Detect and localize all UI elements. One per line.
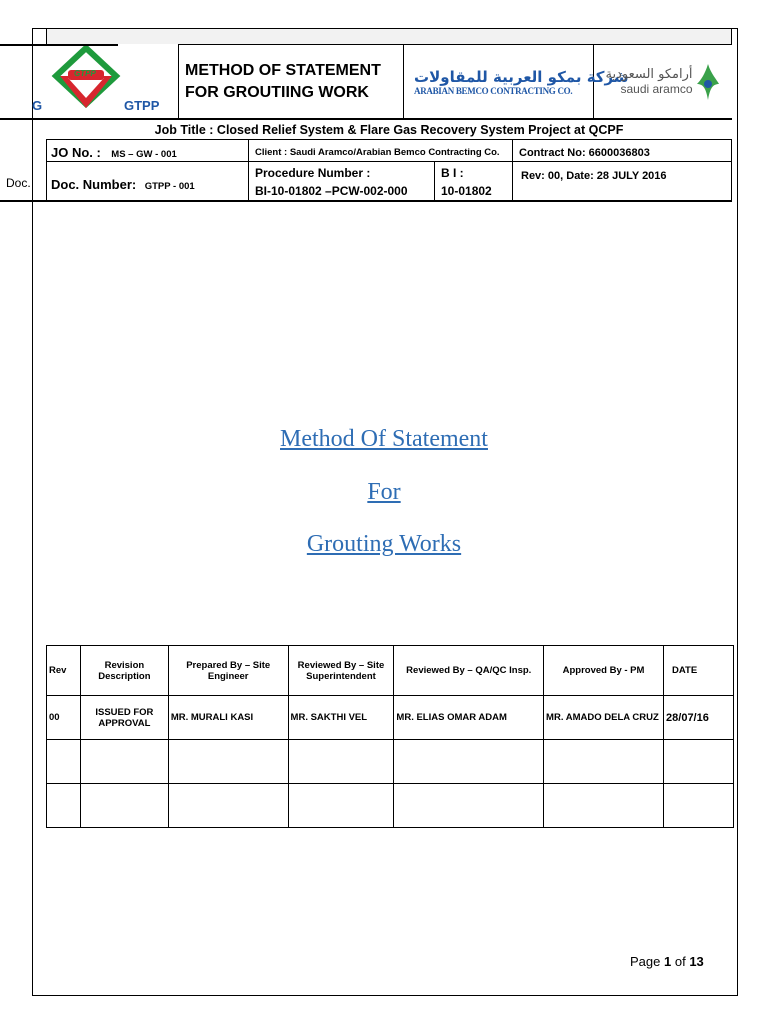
row-1-approved-by: MR. AMADO DELA CRUZ — [544, 696, 664, 740]
job-title-text: Job Title : Closed Relief System & Flare Gas Recovery System Project at QCPF — [46, 118, 732, 140]
title-line-2: FOR GROUTIING WORK — [185, 83, 369, 101]
main-title-line-3: Grouting Works — [306, 531, 462, 557]
jo-cell — [46, 140, 248, 162]
row-1-date: 28/07/16 — [664, 696, 734, 740]
header-top-strip — [46, 28, 732, 44]
revision-table-header-row — [47, 646, 734, 696]
page-number — [630, 954, 704, 969]
row-2-prepared-by — [168, 740, 288, 784]
job-title-left-line — [0, 118, 46, 120]
table-row — [47, 784, 734, 828]
contract-text: Contract No: 6600036803 — [519, 147, 650, 159]
header-reviewed-by-qaqc: Reviewed By – QA/QC Insp. — [394, 646, 544, 696]
client-cell — [248, 140, 512, 162]
aramco-english-name: saudi aramco — [620, 82, 693, 96]
client-text: Client : Saudi Aramco/Arabian Bemco Contracting Co. — [255, 147, 500, 158]
main-title-line-1: Method Of Statement — [280, 426, 488, 452]
header-approved-by: Approved By - PM — [544, 646, 664, 696]
jo-value: MS – GW - 001 — [111, 149, 177, 160]
revision-table — [46, 645, 734, 828]
doc-number-cell — [46, 162, 248, 200]
rev-date-cell — [512, 162, 732, 200]
page-current: 1 — [664, 954, 672, 969]
gtpp-logo-icon — [46, 46, 126, 116]
page-label: Page — [630, 954, 661, 969]
document-title-cell — [178, 44, 404, 118]
row-2-rev — [47, 740, 81, 784]
row-3-prepared-by — [168, 784, 288, 828]
row-1-rev: 00 — [47, 696, 81, 740]
header-reviewed-by-superintendent: Reviewed By – Site Superintendent — [288, 646, 394, 696]
row-1-prepared-by: MR. MURALI KASI — [168, 696, 288, 740]
procedure-value: BI-10-01802 –PCW-002-000 — [255, 184, 408, 198]
jo-label: JO No. : — [51, 145, 101, 160]
bi-value: 10-01802 — [441, 184, 492, 198]
gtpp-label-left: G — [32, 98, 43, 113]
row-3-reviewed-by-qaqc — [394, 784, 544, 828]
row-3-reviewed-by-superintendent — [288, 784, 394, 828]
gtpp-label-right: GTPP — [124, 98, 160, 113]
bi-cell — [434, 162, 512, 200]
job-title-row — [0, 118, 732, 140]
row-2-description — [80, 740, 168, 784]
aramco-arabic-name: أرامكو السعودية — [605, 67, 693, 82]
row-1-reviewed-by-superintendent: MR. SAKTHI VEL — [288, 696, 394, 740]
doc-number-label: Doc. Number: — [51, 177, 137, 192]
header-rev: Rev — [47, 646, 81, 696]
header-revision-description: Revision Description — [80, 646, 168, 696]
row-2-reviewed-by-superintendent — [288, 740, 394, 784]
table-row — [47, 696, 734, 740]
row-1-reviewed-by-qaqc: MR. ELIAS OMAR ADAM — [394, 696, 544, 740]
gtpp-logo-cell — [32, 44, 178, 118]
main-title-line-2: For — [367, 479, 401, 505]
page-of: of — [674, 954, 686, 969]
row-1-description: ISSUED FOR APPROVAL — [80, 696, 168, 740]
bemco-english-name: ARABIAN BEMCO CONTRACTING CO. — [414, 85, 573, 96]
rev-date-text: Rev: 00, Date: 28 JULY 2016 — [521, 170, 667, 182]
doc-number-value: GTPP - 001 — [144, 181, 195, 192]
row-3-date — [664, 784, 734, 828]
aramco-logo-cell — [594, 44, 732, 118]
doc-left-label: Doc. — [6, 176, 31, 190]
row-3-description — [80, 784, 168, 828]
row-2-reviewed-by-qaqc — [394, 740, 544, 784]
gtpp-badge-text: GTPP — [74, 69, 96, 78]
doc-row — [0, 162, 732, 202]
contract-cell — [512, 140, 732, 162]
bemco-logo-cell — [404, 44, 629, 118]
procedure-cell — [248, 162, 434, 200]
jo-row — [0, 140, 732, 162]
title-line-1: METHOD OF STATEMENT — [185, 61, 381, 79]
procedure-label: Procedure Number : — [255, 166, 371, 180]
page-total: 13 — [689, 954, 704, 969]
table-row — [47, 740, 734, 784]
aramco-star-icon — [695, 62, 721, 102]
bemco-arabic-name: شركة بمكو العربية للمقاولات — [414, 67, 629, 86]
bi-label: B I : — [441, 166, 464, 180]
row-3-approved-by — [544, 784, 664, 828]
row-2-approved-by — [544, 740, 664, 784]
row-2-date — [664, 740, 734, 784]
header-date: DATE — [664, 646, 734, 696]
header-prepared-by: Prepared By – Site Engineer — [168, 646, 288, 696]
row-3-rev — [47, 784, 81, 828]
